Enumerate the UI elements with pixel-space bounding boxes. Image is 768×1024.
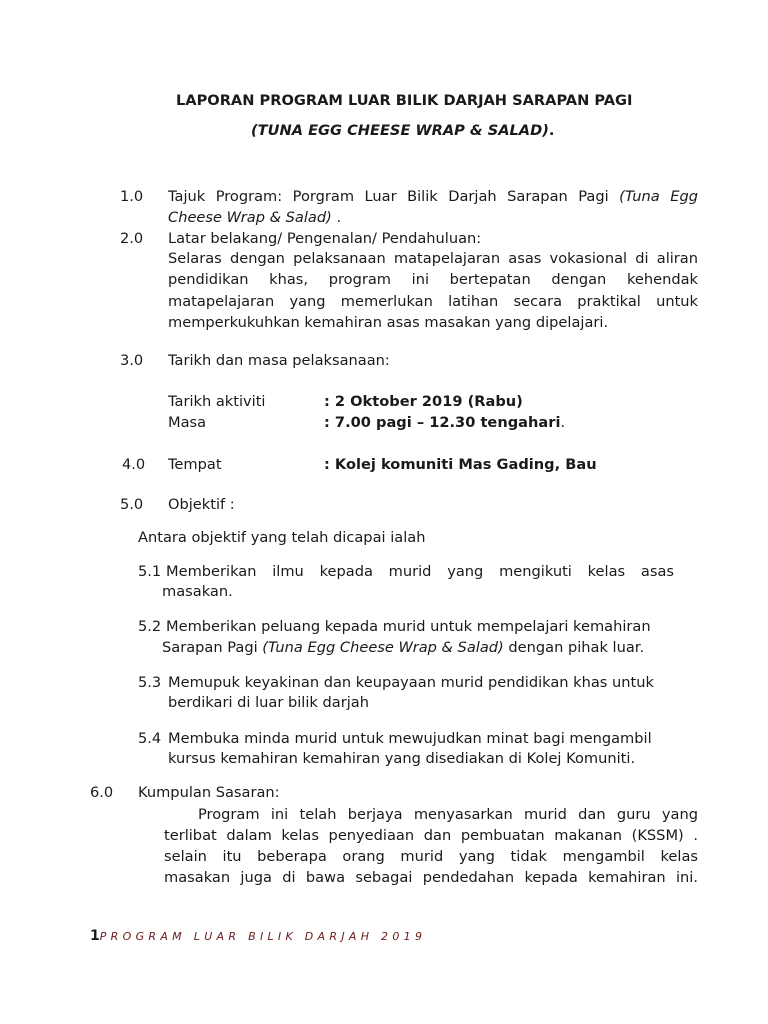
objective-5-2-text-a: Sarapan Pagi [162,639,263,656]
section-6-heading: Kumpulan Sasaran: [138,784,280,801]
objectives-intro: Antara objektif yang telah dicapai ialah [138,529,426,546]
objective-5-1-number: 5.1 [138,563,162,580]
venue-value-line [324,454,597,475]
section-2-heading: Latar belakang/ Pengenalan/ Pendahuluan: [168,230,482,247]
objective-5-2-number: 5.2 [138,618,162,635]
section-6-line3: selain itu beberapa orang murid yang tidak mengambil kelas [164,848,698,865]
time-value-line [324,412,565,433]
venue-value: : Kolej komuniti Mas Gading [324,456,555,473]
section-1-number: 1.0 [120,188,144,205]
report-title: LAPORAN PROGRAM LUAR BILIK DARJAH SARAPAN PAGI [176,92,633,109]
page-footer [90,926,426,947]
subtitle-italic: (TUNA EGG CHEESE WRAP & SALAD) [251,122,549,139]
objective-5-2-line1: Memberikan peluang kepada murid untuk mempelajari kemahiran [166,618,651,635]
section-1-line1 [168,186,698,207]
section-3-heading: Tarikh dan masa pelaksanaan: [168,352,390,369]
section-2-paragraph: Selaras dengan pelaksanaan matapelajaran asas vokasional di aliran pendidikan khas, program ini bertepatan dengan kehendak matapelajaran yang memerlukan latihan secara praktikal untuk memperkukuhkan kemahiran asas masakan yang dipelajari. [168,250,698,331]
section-6-line1: Program ini telah berjaya menyasarkan murid dan guru yang [198,806,698,823]
section-6-line2: terlibat dalam kelas penyediaan dan pembuatan makanan (KSSM) . [164,827,698,844]
objective-5-4-line2: kursus kemahiran kemahiran yang disediakan di Kolej Komuniti. [168,750,636,767]
subtitle-end: . [548,122,555,139]
section-5-heading: Objektif : [168,496,235,513]
objective-5-3-number: 5.3 [138,674,162,691]
objective-5-2-text-b: dengan pihak luar. [503,639,645,656]
section-3-number: 3.0 [120,352,144,369]
section-1-end: . [331,209,342,226]
date-label: Tarikh aktiviti [168,393,266,410]
section-1-line2 [168,207,341,228]
page-number: 1 [90,928,100,944]
section-6-line4: masakan juga di bawa sebagai pendedahan kepada kemahiran ini. [164,869,698,886]
venue-value-2: , Bau [554,456,597,473]
objective-5-2-italic: (Tuna Egg Cheese Wrap & Salad) [262,639,504,656]
time-value: : 7.00 pagi – 12.30 tengahari [324,414,561,431]
objective-5-3-line1: Memupuk keyakinan dan keupayaan murid pendidikan khas untuk [168,674,654,691]
objective-5-1-line1: Memberikan ilmu kepada murid yang mengikuti kelas asas [166,563,674,580]
section-1-italic-2: Cheese Wrap & Salad) [168,209,332,226]
section-1-italic: (Tuna Egg [619,188,698,205]
report-subtitle [251,120,554,141]
objective-5-2-line2 [162,637,644,658]
date-value: : 2 Oktober 2019 (Rabu) [324,393,523,410]
time-label: Masa [168,414,207,431]
section-5-number: 5.0 [120,496,144,513]
section-1-text: Tajuk Program: Porgram Luar Bilik Darjah Sarapan Pagi [168,188,620,205]
objective-5-1-line2: masakan. [162,583,233,600]
section-4-number: 4.0 [122,456,146,473]
objective-5-4-number: 5.4 [138,730,162,747]
objective-5-3-line2: berdikari di luar bilik darjah [168,694,369,711]
objective-5-4-line1: Membuka minda murid untuk mewujudkan minat bagi mengambil [168,730,652,747]
section-2-number: 2.0 [120,230,144,247]
time-end: . [560,414,566,431]
venue-label: Tempat [168,456,222,473]
section-6-number: 6.0 [90,784,114,801]
footer-text: PROGRAM LUAR BILIK DARJAH 2019 [99,930,427,943]
